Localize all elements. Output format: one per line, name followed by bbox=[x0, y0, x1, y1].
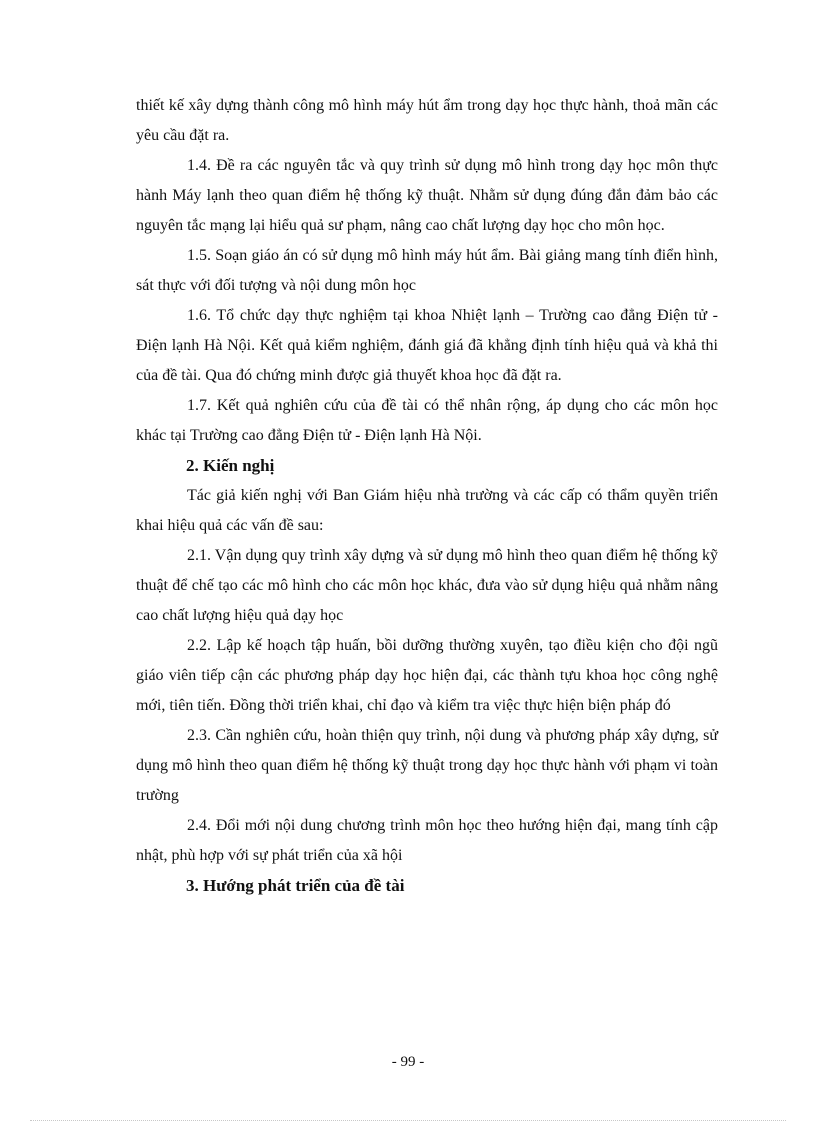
paragraph-1-7: 1.7. Kết quả nghiên cứu của đề tài có thể nhân rộng, áp dụng cho các môn học khác tại Trường cao đẳng Điện tử - Điện lạnh Hà Nội. bbox=[136, 397, 718, 444]
paragraph-2-1: 2.1. Vận dụng quy trình xây dựng và sử dụng mô hình theo quan điểm hệ thống kỹ thuật để chế tạo các mô hình cho các môn học khác, đưa vào sử dụng hiệu quả nhằm nâng cao chất lượng hiệu quả dạy học bbox=[136, 547, 718, 624]
page-body bbox=[136, 91, 718, 901]
heading-huong-phat-trien: 3. Hướng phát triển của đề tài bbox=[186, 876, 405, 895]
paragraph-2-3: 2.3. Cần nghiên cứu, hoàn thiện quy trình, nội dung và phương pháp xây dựng, sử dụng mô hình theo quan điểm hệ thống kỹ thuật trong dạy học thực hành với phạm vi toàn trường bbox=[136, 727, 718, 804]
paragraph-continuation: thiết kế xây dựng thành công mô hình máy hút ẩm trong dạy học thực hành, thoả mãn các yêu cầu đặt ra. bbox=[136, 97, 718, 144]
paragraph-2-2: 2.2. Lập kế hoạch tập huấn, bồi dưỡng thường xuyên, tạo điều kiện cho đội ngũ giáo viên tiếp cận các phương pháp dạy học hiện đại, các thành tựu khoa học công nghệ mới, tiên tiến. Đồng thời triển khai, chỉ đạo và kiểm tra việc thực hiện biện pháp đó bbox=[136, 637, 718, 714]
paragraph-2-4: 2.4. Đổi mới nội dung chương trình môn học theo hướng hiện đại, mang tính cập nhật, phù hợp với sự phát triển của xã hội bbox=[136, 817, 718, 864]
paragraph-1-5: 1.5. Soạn giáo án có sử dụng mô hình máy hút ẩm. Bài giảng mang tính điển hình, sát thực với đối tượng và nội dung môn học bbox=[136, 247, 718, 294]
page-bottom-divider bbox=[30, 1120, 786, 1121]
paragraph-intro-kien-nghi: Tác giả kiến nghị với Ban Giám hiệu nhà trường và các cấp có thẩm quyền triển khai hiệu quả các vấn đề sau: bbox=[136, 487, 718, 534]
heading-kien-nghi: 2. Kiến nghị bbox=[186, 456, 275, 475]
paragraph-1-4: 1.4. Đề ra các nguyên tắc và quy trình sử dụng mô hình trong dạy học môn thực hành Máy lạnh theo quan điểm hệ thống kỹ thuật. Nhằm sử dụng đúng đắn đảm bảo các nguyên tắc mạng lại hiểu quả sư phạm, nâng cao chất lượng dạy học cho môn học. bbox=[136, 157, 718, 234]
page-number: - 99 - bbox=[391, 1054, 425, 1070]
paragraph-1-6: 1.6. Tổ chức dạy thực nghiệm tại khoa Nhiệt lạnh – Trường cao đẳng Điện tử - Điện lạnh Hà Nội. Kết quả kiểm nghiệm, đánh giá đã khẳng định tính hiệu quả và khả thi của đề tài. Qua đó chứng minh được giả thuyết khoa học đã đặt ra. bbox=[136, 307, 718, 384]
